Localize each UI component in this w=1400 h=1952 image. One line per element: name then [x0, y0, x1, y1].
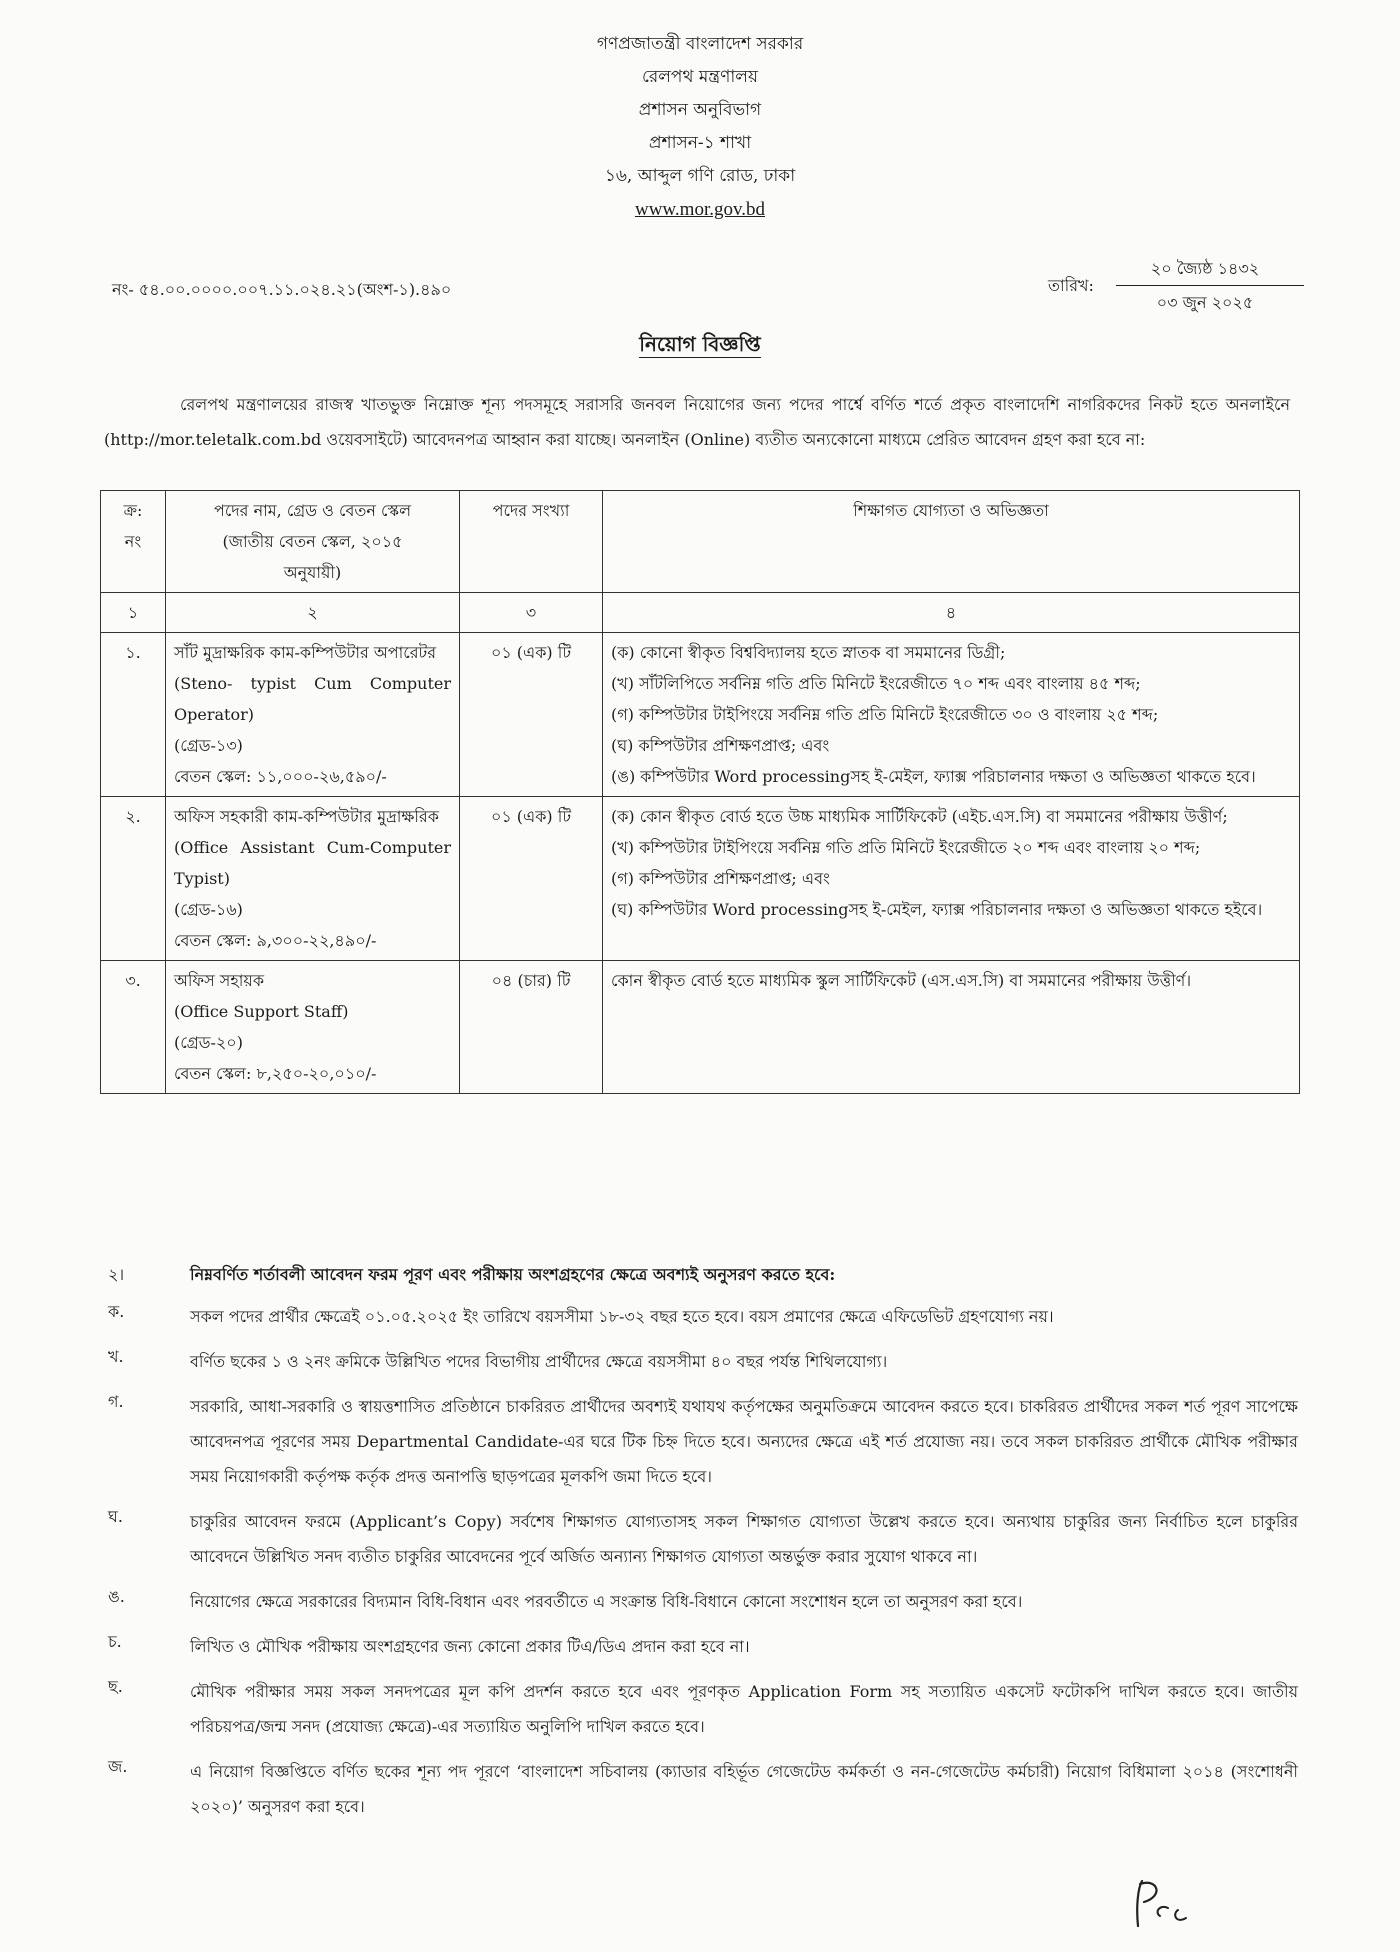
branch-name: প্রশাসন-১ শাখা: [648, 133, 752, 153]
date-english: ০৩ জুন ২০২৫: [1156, 293, 1254, 312]
office-address: ১৬, আব্দুল গণি রোড, ঢাকা: [604, 166, 796, 186]
section-heading: নিম্নবর্ণিত শর্তাবলী আবেদন ফরম পূরণ এবং পরীক্ষায় অংশগ্রহণের ক্ষেত্রে অবশ্যই অনুসরণ করতে হবে:: [190, 1265, 836, 1284]
date-label: তারিখ:: [1048, 276, 1094, 295]
condition-item: [108, 1389, 1298, 1494]
section-number: ২।: [108, 1265, 125, 1284]
condition-label: ঙ.: [108, 1587, 125, 1606]
condition-label: ঘ.: [108, 1507, 123, 1526]
condition-text: লিখিত ও মৌখিক পরীক্ষায় অংশগ্রহণের জন্য কোনো প্রকার টিএ/ডিএ প্রদান করা হবে না।: [190, 1637, 750, 1656]
requirement-item: (গ) কম্পিউটার প্রশিক্ষণপ্রাপ্ত; এবং: [611, 869, 830, 888]
condition-item: [108, 1299, 1298, 1334]
post-name-english: (Office Support Staff): [174, 1002, 349, 1021]
requirement-item: (ঘ) কম্পিউটার Word processingসহ ই-মেইল, ফ্যাক্স পরিচালনার দক্ষতা ও অভিজ্ঞতা থাকতে হইবে।: [611, 900, 1263, 919]
notice-title: নিয়োগ বিজ্ঞপ্তি: [639, 332, 761, 356]
condition-item: [108, 1584, 1298, 1619]
conditions-section: [108, 1262, 1298, 1824]
requirement-item: (ক) কোন স্বীকৃত বোর্ড হতে উচ্চ মাধ্যমিক সার্টিফিকেট (এইচ.এস.সি) বা সমমানের পরীক্ষায় উত্তীর্ণ;: [611, 807, 1228, 826]
date-divider: [1116, 285, 1304, 286]
conditions-heading: [108, 1262, 1298, 1289]
post-count: ০১ (এক) টি: [460, 633, 603, 797]
condition-label: গ.: [108, 1392, 124, 1411]
table-column-number-row: [101, 593, 1300, 633]
condition-item: [108, 1754, 1298, 1824]
post-details: [166, 633, 460, 797]
condition-text: নিয়োগের ক্ষেত্রে সরকারের বিদ্যমান বিধি-বিধান এবং পরবর্তীতে এ সংক্রান্ত বিধি-বিধানে কোনো সংশোধন হলে তা অনুসরণ করা হবে।: [190, 1592, 1023, 1611]
column-number: ২: [166, 593, 460, 633]
post-name-english: (Office Assistant Cum-Computer Typist): [174, 838, 451, 888]
division-name: প্রশাসন অনুবিভাগ: [638, 100, 762, 120]
header-post: পদের নাম, গ্রেড ও বেতন স্কেল (জাতীয় বেতন স্কেল, ২০১৫ অনুযায়ী): [166, 491, 460, 593]
post-grade: (গ্রেড-১৬): [174, 900, 243, 919]
memo-number: নং- ৫৪.০০.০০০০.০০৭.১১.০২৪.২১(অংশ-১).৪৯০: [112, 280, 452, 299]
table-row: [101, 961, 1300, 1094]
condition-item: [108, 1344, 1298, 1379]
handwritten-signature: [1128, 1876, 1208, 1936]
post-pay-scale: বেতন স্কেল: ১১,০০০-২৬,৫৯০/-: [174, 767, 387, 786]
condition-text: মৌখিক পরীক্ষার সময় সকল সনদপত্রের মূল কপি প্রদর্শন করতে হবে এবং পূরণকৃত Application Form সহ সত্যায়িত একসেট ফটোকপি দাখিল করতে হবে। জাতীয় পরিচয়পত্র/জন্ম সনদ (প্রযোজ্য ক্ষেত্রে)-এর সত্যায়িত অনুলিপি দাখিল করতে হবে।: [190, 1682, 1298, 1736]
website-link[interactable]: www.mor.gov.bd: [634, 199, 765, 220]
post-grade: (গ্রেড-১৩): [174, 736, 243, 755]
post-requirements: [603, 961, 1300, 1094]
post-pay-scale: বেতন স্কেল: ৯,৩০০-২২,৪৯০/-: [174, 931, 377, 950]
post-name-bangla: অফিস সহায়ক: [174, 971, 265, 990]
column-number: ৪: [603, 593, 1300, 633]
table-row: [101, 797, 1300, 961]
post-count: ০১ (এক) টি: [460, 797, 603, 961]
requirement-item: (ঙ) কম্পিউটার Word processingসহ ই-মেইল, ফ্যাক্স পরিচালনার দক্ষতা ও অভিজ্ঞতা থাকতে হবে।: [611, 767, 1256, 786]
requirement-item: (ঘ) কম্পিউটার প্রশিক্ষণপ্রাপ্ত; এবং: [611, 736, 830, 755]
requirement-item: (ক) কোনো স্বীকৃত বিশ্ববিদ্যালয় হতে স্নাতক বা সমমানের ডিগ্রী;: [611, 643, 1006, 662]
condition-text: এ নিয়োগ বিজ্ঞপ্তিতে বর্ণিত ছকের শূন্য পদ পূরণে ‘বাংলাদেশ সচিবালয় (ক্যাডার বহির্ভূত গেজেটেড কর্মকর্তা ও নন-গেজেটেড কর্মচারী) নিয়োগ বিধিমালা ২০১৪ (সংশোধনী ২০২০)’ অনুসরণ করা হবে।: [190, 1762, 1298, 1816]
condition-text: সরকারি, আধা-সরকারি ও স্বায়ত্তশাসিত প্রতিষ্ঠানে চাকরিরত প্রার্থীদের অবশ্যই যথাযথ কর্তৃপক্ষের অনুমতিক্রমে আবেদন করতে হবে। চাকরিরত প্রার্থীদের সকল শর্ত পূরণ সাপেক্ষে আবেদনপত্র পূরণের সময় Departmental Candidate-এর ঘরে টিক চিহ্ন দিতে হবে। অন্যদের ক্ষেত্রে এই শর্ত প্রযোজ্য নয়। তবে সকল চাকরিরত প্রার্থীকে মৌখিক পরীক্ষার সময় নিয়োগকারী কর্তৃপক্ষ কর্তৃক প্রদত্ত অনাপত্তি ছাড়পত্রের মূলকপি জমা দিতে হবে।: [190, 1397, 1298, 1486]
requirement-item: (খ) সাঁটলিপিতে সর্বনিম্ন গতি প্রতি মিনিটে ইংরেজীতে ৭০ শব্দ এবং বাংলায় ৪৫ শব্দ;: [611, 674, 1141, 693]
condition-text: সকল পদের প্রার্থীর ক্ষেত্রেই ০১.০৫.২০২৫ ইং তারিখে বয়সসীমা ১৮-৩২ বছর হতে হবে। বয়স প্রমাণের ক্ষেত্রে এফিডেভিট গ্রহণযোগ্য নয়।: [190, 1307, 1054, 1326]
condition-label: ছ.: [108, 1677, 123, 1696]
intro-paragraph-wrap: [104, 387, 1290, 457]
ministry-name: রেলপথ মন্ত্রণালয়: [641, 67, 758, 87]
row-serial: ১.: [101, 633, 166, 797]
row-serial: ২.: [101, 797, 166, 961]
condition-item: [108, 1504, 1298, 1574]
condition-item: [108, 1629, 1298, 1664]
header-count: পদের সংখ্যা: [460, 491, 603, 593]
condition-text: চাকুরির আবেদন ফরমে (Applicant’s Copy) সর্বশেষ শিক্ষাগত যোগ্যতাসহ সকল শিক্ষাগত যোগ্যতা উল্লেখ করতে হবে। অন্যথায় চাকুরির জন্য নির্বাচিত হলে চাকুরির আবেদনে উল্লিখিত সনদ ব্যতীত চাকুরির আবেদনের পূর্বে অর্জিত অন্যান্য শিক্ষাগত যোগ্যতা অন্তর্ভুক্ত করার সুযোগ থাকবে না।: [190, 1512, 1298, 1566]
post-name-english: (Steno- typist Cum Computer Operator): [174, 674, 451, 724]
header-serial: ক্র: নং: [101, 491, 166, 593]
requirement-item: কোন স্বীকৃত বোর্ড হতে মাধ্যমিক স্কুল সার্টিফিকেট (এস.এস.সি) বা সমমানের পরীক্ষায় উত্তীর্ণ।: [611, 971, 1192, 990]
date-bangla: ২০ জ্যৈষ্ঠ ১৪৩২: [1150, 259, 1260, 278]
govt-name: গণপ্রজাতন্ত্রী বাংলাদেশ সরকার: [596, 34, 804, 54]
post-details: [166, 797, 460, 961]
post-name-bangla: সাঁট মুদ্রাক্ষরিক কাম-কম্পিউটার অপারেটর: [174, 643, 437, 662]
table-header-row: [101, 491, 1300, 593]
condition-label: জ.: [108, 1757, 128, 1776]
row-serial: ৩.: [101, 961, 166, 1094]
intro-paragraph: রেলপথ মন্ত্রণালয়ের রাজস্ব খাতভুক্ত নিম্নোক্ত শূন্য পদসমূহে সরাসরি জনবল নিয়োগের জন্য পদের পার্শ্বে বর্ণিত শর্তে প্রকৃত বাংলাদেশি নাগরিকদের নিকট হতে অনলাইনে (http://mor.teletalk.com.bd ওয়েবসাইটে) আবেদনপত্র আহ্বান করা যাচ্ছে। অনলাইন (Online) ব্যতীত অন্যকোনো মাধ্যমে প্রেরিত আবেদন গ্রহণ করা হবে না:: [104, 395, 1290, 449]
table-row: [101, 633, 1300, 797]
post-requirements: [603, 797, 1300, 961]
requirement-item: (গ) কম্পিউটার টাইপিংয়ে সর্বনিম্ন গতি প্রতি মিনিটে ইংরেজীতে ৩০ ও বাংলায় ২৫ শব্দ;: [611, 705, 1159, 724]
requirement-item: (খ) কম্পিউটার টাইপিংয়ে সর্বনিম্ন গতি প্রতি মিনিটে ইংরেজীতে ২০ শব্দ এবং বাংলায় ২০ শব্দ;: [611, 838, 1201, 857]
condition-label: খ.: [108, 1347, 124, 1366]
notice-title-wrap: [0, 330, 1400, 363]
post-details: [166, 961, 460, 1094]
column-number: ৩: [460, 593, 603, 633]
post-pay-scale: বেতন স্কেল: ৮,২৫০-২০,০১০/-: [174, 1064, 377, 1083]
letterhead: [0, 28, 1400, 227]
condition-label: চ.: [108, 1632, 122, 1651]
column-number: ১: [101, 593, 166, 633]
post-count: ০৪ (চার) টি: [460, 961, 603, 1094]
condition-label: ক.: [108, 1302, 125, 1321]
condition-text: বর্ণিত ছকের ১ ও ২নং ক্রমিকে উল্লিখিত পদের বিভাগীয় প্রার্থীদের ক্ষেত্রে বয়সসীমা ৪০ বছর পর্যন্ত শিথিলযোগ্য।: [190, 1352, 888, 1371]
post-requirements: [603, 633, 1300, 797]
condition-item: [108, 1674, 1298, 1744]
post-name-bangla: অফিস সহকারী কাম-কম্পিউটার মুদ্রাক্ষরিক: [174, 807, 439, 826]
vacancy-table: [100, 490, 1300, 1094]
header-qualification: শিক্ষাগত যোগ্যতা ও অভিজ্ঞতা: [603, 491, 1300, 593]
post-grade: (গ্রেড-২০): [174, 1033, 243, 1052]
